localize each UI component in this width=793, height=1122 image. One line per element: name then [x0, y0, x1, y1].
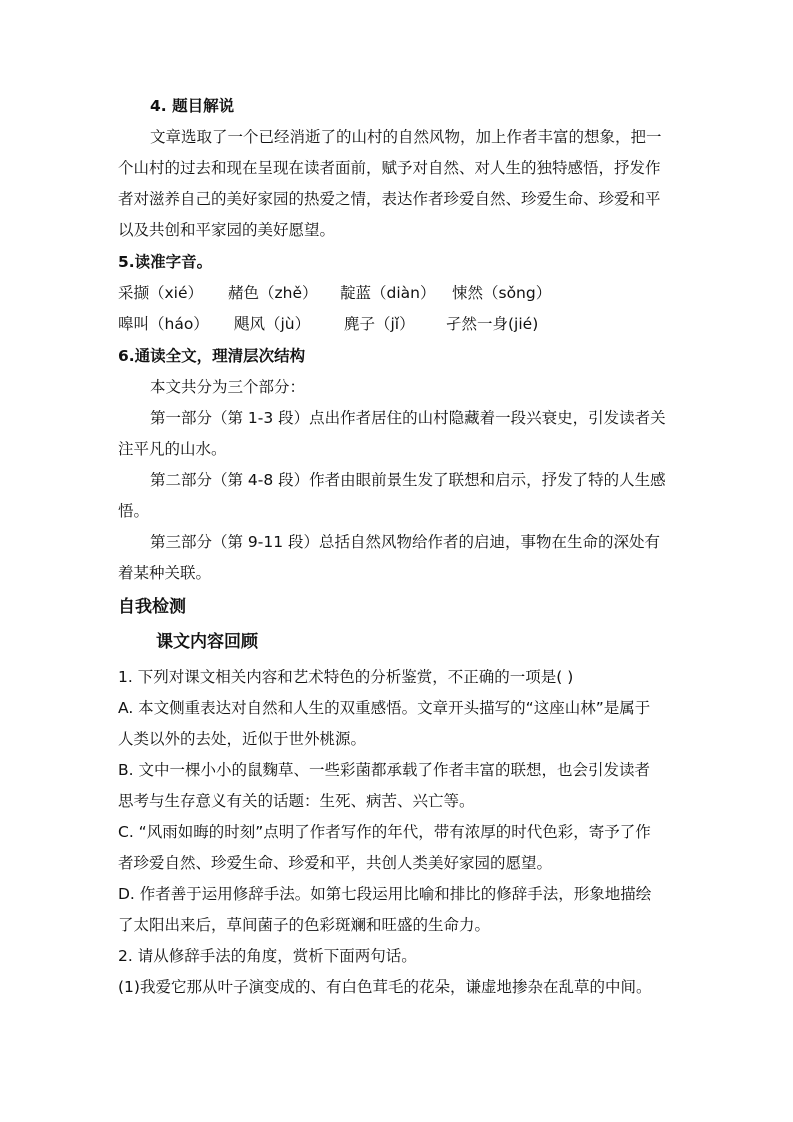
- part1-line-2: 注平凡的山水。: [118, 440, 227, 458]
- self-check-title: 自我检测: [118, 597, 186, 617]
- part2-line-1: 第二部分（第 4-8 段）作者由眼前景生发了联想和启示，抒发了特的人生感: [150, 471, 666, 489]
- pinyin-item: 靛蓝（diàn）: [340, 284, 436, 302]
- section4-line-1: 文章选取了一个已经消逝了的山村的自然风物，加上作者丰富的想象，把一: [150, 128, 662, 146]
- section6-intro: 本文共分为三个部分：: [150, 378, 306, 396]
- q2-sentence-1: (1)我爱它那从叶子演变成的、有白色茸毛的花朵，谦虚地掺杂在乱草的中间。: [118, 978, 652, 996]
- part1-line-1: 第一部分（第 1-3 段）点出作者居住的山村隐藏着一段兴衰史，引发读者关: [150, 409, 666, 427]
- section6-title: 6.通读全文，理清层次结构: [118, 347, 306, 365]
- q1-option-d-line-1: D. 作者善于运用修辞手法。如第七段运用比喻和排比的修辞手法，形象地描绘: [118, 885, 652, 903]
- pinyin-item: 孑然一身(jié): [446, 315, 539, 333]
- section4-line-3: 者对滋养自己的美好家园的热爱之情，表达作者珍爱自然、珍爱生命、珍爱和平: [118, 190, 661, 208]
- pinyin-item: 嗥叫（háo）: [118, 315, 209, 333]
- q1-option-b-line-2: 思考与生存意义有关的话题：生死、病苦、兴亡等。: [118, 792, 475, 810]
- section4-line-4: 以及共创和平家园的美好愿望。: [118, 221, 336, 239]
- q1-option-a-line-1: A. 本文侧重表达对自然和人生的双重感悟。文章开头描写的“这座山林”是属于: [118, 699, 651, 717]
- q1-option-d-line-2: 了太阳出来后，草间菌子的色彩斑斓和旺盛的生命力。: [118, 916, 491, 934]
- self-check-subtitle: 课文内容回顾: [156, 632, 258, 652]
- pinyin-item: 飓风（jù）: [234, 315, 311, 333]
- section4-title: 4. 题目解说: [150, 97, 235, 115]
- q2-stem: 2. 请从修辞手法的角度，赏析下面两句话。: [118, 947, 417, 965]
- pinyin-item: 采撷（xié）: [118, 284, 204, 302]
- q1-option-b-line-1: B. 文中一棵小小的鼠麴草、一些彩菌都承载了作者丰富的联想，也会引发读者: [118, 761, 650, 779]
- q1-option-c-line-1: C. “风雨如晦的时刻”点明了作者写作的年代，带有浓厚的时代色彩，寄予了作: [118, 823, 651, 841]
- pinyin-item: 赭色（zhě）: [228, 284, 318, 302]
- pinyin-item: 悚然（sǒng）: [452, 284, 552, 302]
- section4-line-2: 个山村的过去和现在呈现在读者面前，赋予对自然、对人生的独特感悟，抒发作: [118, 159, 661, 177]
- q1-option-c-line-2: 者珍爱自然、珍爱生命、珍爱和平，共创人类美好家园的愿望。: [118, 854, 553, 872]
- part3-line-1: 第三部分（第 9-11 段）总括自然风物给作者的启迪，事物在生命的深处有: [150, 533, 661, 551]
- q1-stem: 1. 下列对课文相关内容和艺术特色的分析鉴赏，不正确的一项是( ): [118, 668, 574, 686]
- part3-line-2: 着某种关联。: [118, 564, 212, 582]
- pinyin-item: 麂子（jǐ）: [344, 315, 415, 333]
- section5-title: 5.读准字音。: [118, 253, 213, 271]
- part2-line-2: 悟。: [118, 502, 150, 520]
- q1-option-a-line-2: 人类以外的去处，近似于世外桃源。: [118, 730, 367, 748]
